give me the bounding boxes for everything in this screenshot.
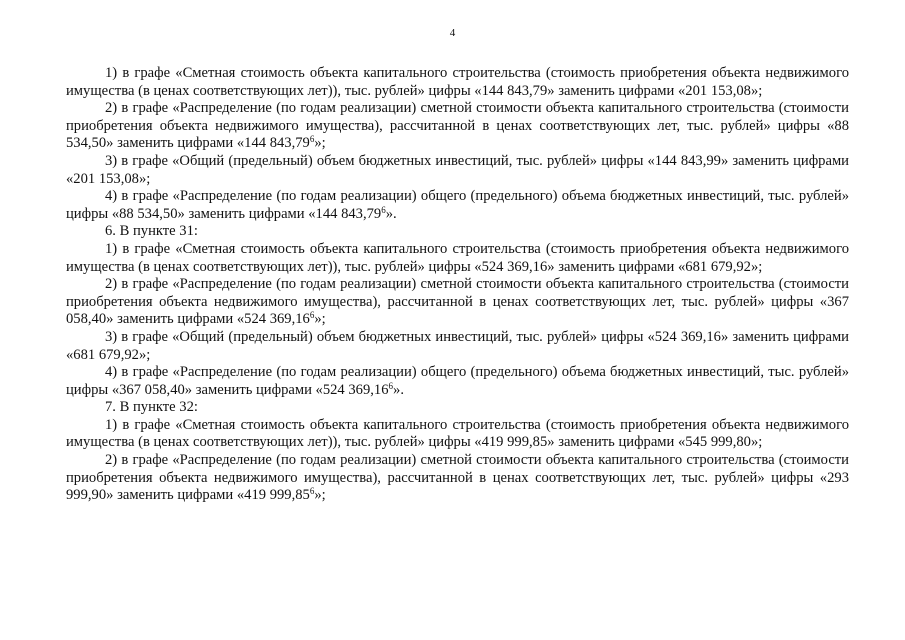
paragraph-text-end: »; — [314, 487, 326, 504]
paragraph-text: 1) в графе «Сметная стоимость объекта капитального строительства (стоимость приобретения объекта недвижимого имущества (в ценах соответствующих лет)), тыс. рублей» цифры «524 369,16» заменить цифрами «681 679,92»; — [66, 240, 849, 275]
point-heading-text: 7. В пункте 32: — [105, 399, 198, 416]
paragraph — [66, 364, 849, 399]
footnote-mark: 6 — [388, 380, 394, 391]
paragraph-text: 4) в графе «Распределение (по годам реализации) общего (предельного) объема бюджетных инвестиций, тыс. рублей» цифры «88 534,50» заменить цифрами «144 843,79 — [66, 188, 849, 222]
point-heading — [66, 399, 849, 417]
paragraph — [66, 188, 849, 223]
paragraph — [66, 65, 849, 100]
footnote-mark: 6 — [309, 310, 315, 321]
footnote-mark: 6 — [309, 134, 315, 145]
point-heading — [66, 223, 849, 241]
paragraph-text-end: ». — [393, 381, 404, 398]
paragraph-text: 1) в графе «Сметная стоимость объекта капитального строительства (стоимость приобретения объекта недвижимого имущества (в ценах соответствующих лет)), тыс. рублей» цифры «419 999,85» заменить цифрами «545 999,80»; — [66, 416, 849, 451]
footnote-mark: 6 — [309, 486, 315, 497]
point-heading-text: 6. В пункте 31: — [105, 223, 198, 240]
paragraph-text-end: ». — [385, 205, 397, 222]
paragraph-text: 4) в графе «Распределение (по годам реализации) общего (предельного) объема бюджетных инвестиций, тыс. рублей» цифры «367 058,40» заменить цифрами «524 369,16 — [66, 364, 849, 398]
document-body — [66, 65, 849, 505]
paragraph — [66, 329, 849, 364]
paragraph — [66, 452, 849, 505]
paragraph-text: 3) в графе «Общий (предельный) объем бюджетных инвестиций, тыс. рублей» цифры «524 369,16» заменить цифрами «681 679,92»; — [66, 328, 849, 363]
paragraph-text: 1) в графе «Сметная стоимость объекта капитального строительства (стоимость приобретения объекта недвижимого имущества (в ценах соответствующих лет)), тыс. рублей» цифры «144 843,79» заменить цифрами «201 153,08»; — [66, 65, 849, 99]
paragraph — [66, 417, 849, 452]
footnote-mark: 6 — [381, 204, 386, 215]
paragraph-text: 3) в графе «Общий (предельный) объем бюджетных инвестиций, тыс. рублей» цифры «144 843,99» заменить цифрами «201 153,08»; — [66, 152, 849, 187]
paragraph — [66, 100, 849, 153]
paragraph-text: 2) в графе «Распределение (по годам реализации) сметной стоимости объекта капитального строительства (стоимости приобретения объекта недвижимого имущества), рассчитанной в ценах соответствующих лет, тыс. рублей» цифры «293 999,90» заменить цифрами «419 999,85 — [66, 452, 849, 504]
paragraph-text: 2) в графе «Распределение (по годам реализации) сметной стоимости объекта капитального строительства (стоимости приобретения объекта недвижимого имущества), рассчитанной в ценах соответствующих лет, тыс. рублей» цифры «367 058,40» заменить цифрами «524 369,16 — [66, 276, 849, 328]
paragraph-text-end: »; — [314, 135, 326, 152]
paragraph-text-end: »; — [314, 311, 326, 328]
paragraph — [66, 241, 849, 276]
paragraph — [66, 153, 849, 188]
paragraph — [66, 276, 849, 329]
paragraph-text: 2) в графе «Распределение (по годам реализации) сметной стоимости объекта капитального строительства (стоимости приобретения объекта недвижимого имущества), рассчитанной в ценах соответствующих лет, тыс. рублей» цифры «88 534,50» заменить цифрами «144 843,79 — [66, 100, 849, 152]
page-number: 4 — [449, 27, 456, 39]
